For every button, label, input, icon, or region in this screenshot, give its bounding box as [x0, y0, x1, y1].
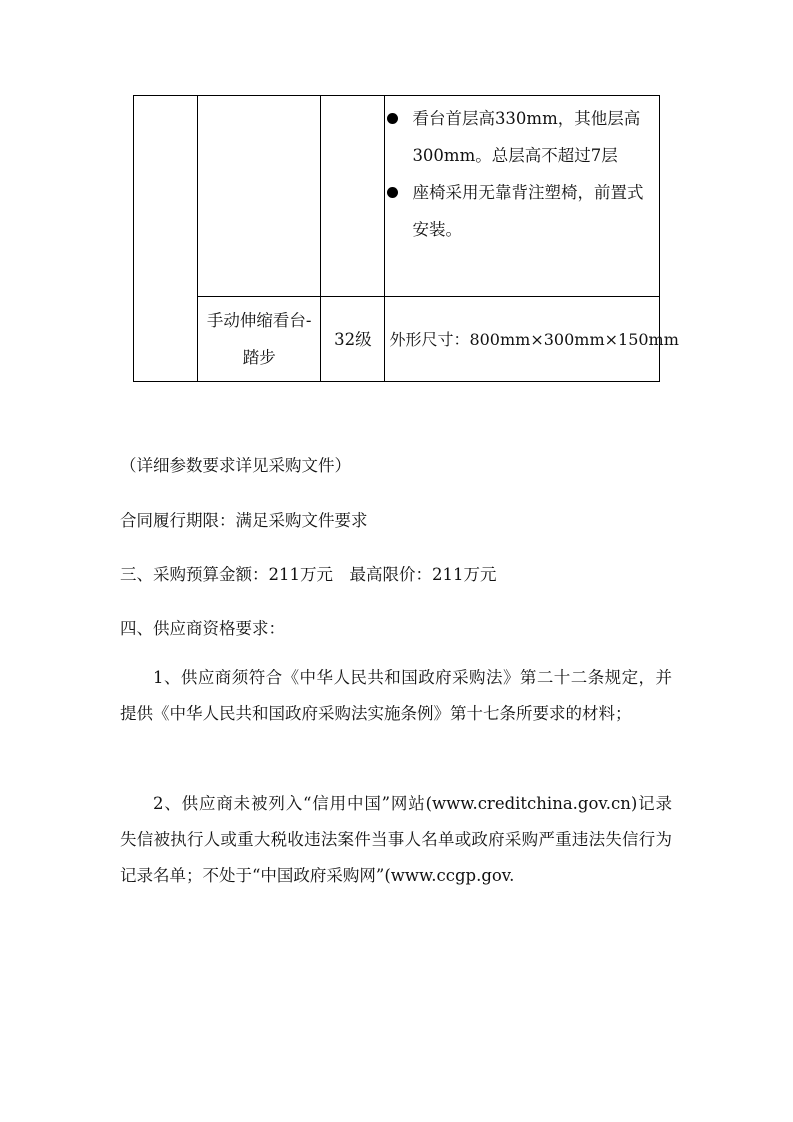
item-name: 手动伸缩看台-踏步	[206, 311, 312, 367]
qualification-item-1: 1、供应商须符合《中华人民共和国政府采购法》第二十二条规定，并提供《中华人民共和国政府采购法实施条例》第十七条所要求的材料；	[120, 668, 672, 723]
table-cell-empty	[198, 96, 321, 297]
bullet-icon	[387, 113, 398, 124]
spec-cell	[385, 297, 679, 382]
table-row	[134, 96, 660, 297]
note-text: （详细参数要求详见采购文件）	[120, 456, 351, 475]
list-item	[385, 174, 659, 248]
item-spec: 外形尺寸：800mm×300mm×150mm	[389, 329, 679, 349]
budget-text: 三、采购预算金额：211万元 最高限价：211万元	[120, 565, 497, 584]
qualification-item-2: 2、供应商未被列入“信用中国”网站(www.creditchina.gov.cn)记录失信被执行人或重大税收违法案件当事人名单或政府采购严重违法失信行为记录名单；不处于“中国政府采购网”(www.ccgp.gov.	[120, 794, 672, 885]
item-quantity: 32级	[334, 329, 372, 349]
table-cell-empty	[134, 96, 198, 382]
item-name-cell	[198, 297, 321, 382]
bullet-text: 座椅采用无靠背注塑椅，前置式安装。	[412, 183, 644, 239]
table-row	[134, 297, 660, 382]
contract-period: 合同履行期限：满足采购文件要求	[120, 511, 368, 530]
requirements-cell	[385, 96, 660, 297]
table-cell-empty	[321, 96, 385, 297]
quantity-cell	[321, 297, 385, 382]
bullet-text: 看台首层高330mm，其他层高300mm。总层高不超过7层	[412, 109, 641, 165]
bullet-icon	[387, 187, 398, 198]
qualification-heading: 四、供应商资格要求：	[120, 619, 285, 638]
parameters-table	[133, 95, 679, 382]
list-item	[385, 100, 659, 174]
